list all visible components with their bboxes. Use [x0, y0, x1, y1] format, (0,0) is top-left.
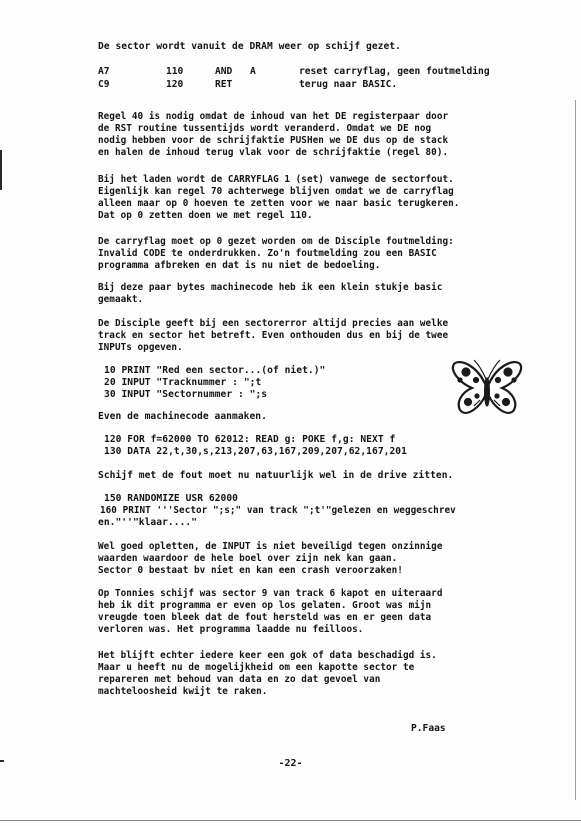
paragraph-line: Dat op 0 zetten doen we met regel 110. — [98, 210, 313, 221]
code-line: en."''"klaar...." — [98, 517, 198, 528]
paragraph-line: de RST routine tussentijds wordt veranderd. Omdat we DE nog — [98, 123, 432, 134]
paragraph-line: Regel 40 is nodig omdat de inhoud van het DE registerpaar door — [98, 111, 449, 122]
asm-line: 110 — [166, 66, 184, 77]
scan-edge-mark — [0, 820, 581, 821]
code-line: 150 RANDOMIZE USR 62000 — [104, 493, 238, 504]
paragraph-line: Sector 0 bestaat bv niet en kan een crash veroorzaken! — [98, 565, 403, 576]
paragraph-line: De Disciple geeft bij een sectorerror altijd precies aan welke — [98, 318, 449, 329]
paragraph-line: waarden waardoor de hele boel over zijn nek kan gaan. — [98, 553, 398, 564]
asm-arg: A — [250, 66, 256, 77]
paragraph-line: verloren was. Het programma laadde nu feilloos. — [98, 624, 364, 635]
paragraph-line: INPUTs opgeven. — [98, 342, 183, 353]
paragraph-line: Bij het laden wordt de CARRYFLAG 1 (set) vanwege de sectorfout. — [98, 174, 454, 185]
paragraph-line: repareren met behoud van data en zo dat gevoel van — [98, 674, 381, 685]
paragraph-line: machteloosheid kwijt te raken. — [98, 686, 268, 697]
page-number: -22- — [278, 758, 303, 769]
paragraph-line: Maar u heeft nu de mogelijkheid om een kapotte sector te — [98, 662, 415, 673]
paragraph-line: Invalid CODE te onderdrukken. Zo'n foutmelding zou een BASIC — [98, 248, 437, 259]
paragraph-intro: De sector wordt vanuit de DRAM weer op schijf gezet. — [98, 41, 401, 52]
code-line: 20 INPUT "Tracknummer : ";t — [104, 377, 262, 388]
paragraph-line: Het blijft echter iedere keer een gok of data beschadigd is. — [98, 650, 437, 661]
paragraph-line: programma afbreken en dat is nu niet de bedoeling. — [98, 260, 381, 271]
paragraph-line: nodig hebben voor de schrijfaktie PUSHen we DE dus op de stack — [98, 135, 449, 146]
paragraph-line: vreugde toen bleek dat de fout hersteld was en er geen data — [98, 612, 432, 623]
asm-comment: reset carryflag, geen foutmelding — [299, 66, 490, 77]
scan-edge-mark — [0, 760, 4, 762]
scan-edge-mark — [575, 100, 576, 800]
asm-label: C9 — [98, 79, 110, 90]
code-line: 130 DATA 22,t,30,s,213,207,63,167,209,207,62,167,201 — [104, 446, 407, 457]
paragraph-line: track en sector het betreft. Even onthouden dus en bij de twee — [98, 330, 449, 341]
author-signature: P.Faas — [411, 723, 446, 734]
paragraph-line: Wel goed opletten, de INPUT is niet beveiligd tegen onzinnige — [98, 541, 443, 552]
paragraph-line: Schijf met de fout moet nu natuurlijk wel in de drive zitten. — [98, 470, 454, 481]
paragraph-line: Eigenlijk kan regel 70 achterwege blijven omdat we de carryflag — [98, 186, 454, 197]
code-line: 10 PRINT "Red een sector...(of niet.)" — [104, 365, 326, 376]
scan-edge-mark — [0, 150, 2, 190]
paragraph-line: Op Tonnies schijf was sector 9 van track 6 kapot en uiteraard — [98, 588, 443, 599]
paragraph-line: gemaakt. — [98, 294, 144, 305]
paragraph-line: alleen maar op 0 hoeven te zetten voor we naar basic terugkeren. — [98, 198, 460, 209]
asm-op: RET — [215, 79, 233, 90]
code-line: 120 FOR f=62000 TO 62012: READ g: POKE f,g: NEXT f — [104, 434, 396, 445]
paragraph-line: en halen de inhoud terug vlak voor de schrijfaktie (regel 80). — [98, 147, 449, 158]
asm-label: A7 — [98, 66, 110, 77]
asm-comment: terug naar BASIC. — [299, 79, 398, 90]
paragraph-line: Even de machinecode aanmaken. — [98, 411, 267, 422]
asm-op: AND — [215, 66, 233, 77]
paragraph-line: De carryflag moet op 0 gezet worden om de Disciple foutmelding: — [98, 236, 454, 247]
butterfly-illustration — [450, 356, 524, 424]
asm-line: 120 — [166, 79, 184, 90]
code-line: 30 INPUT "Sectornummer : ";s — [104, 389, 268, 400]
paragraph-line: Bij deze paar bytes machinecode heb ik een klein stukje basic — [98, 282, 443, 293]
paragraph-line: heb ik dit programma er even op los gelaten. Groot was mijn — [98, 600, 432, 611]
code-line: 160 PRINT '''Sector ";s;" van track ";t'"gelezen en weggeschrev — [100, 505, 456, 516]
